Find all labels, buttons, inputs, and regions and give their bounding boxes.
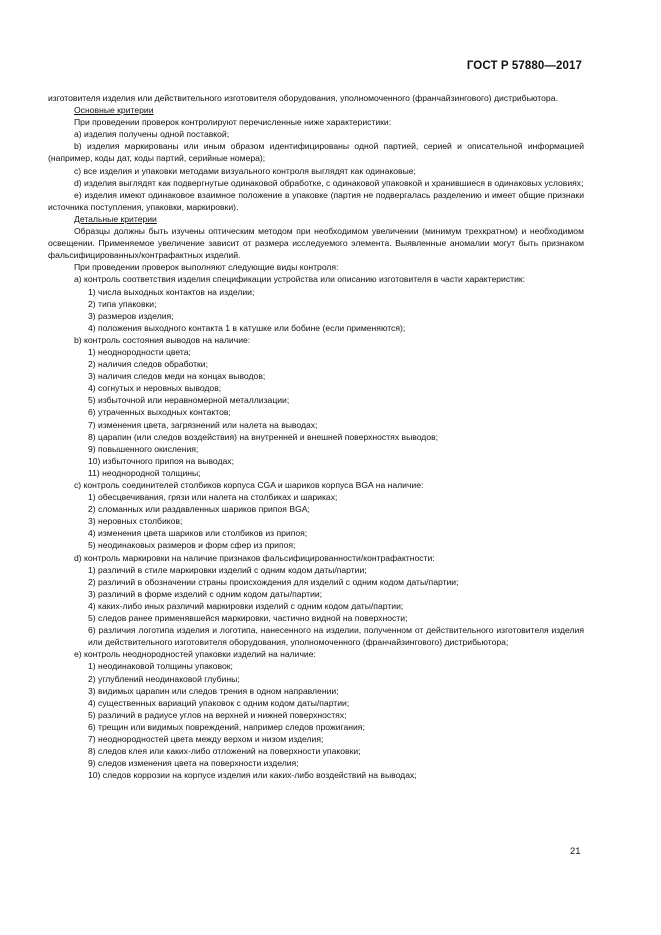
- list-item: d) изделия выглядят как подвергнутые одинаковой обработке, с одинаковой упаковкой и хранившиеся в одинаковых условиях;: [74, 177, 584, 188]
- sub-list-item: 4) изменения цвета шариков или столбиков из припоя;: [88, 528, 308, 539]
- list-item: с) контроль соединителей столбиков корпуса CGA и шариков корпуса BGA на наличие:: [74, 480, 424, 490]
- sub-list-item: 8) царапин (или следов воздействия) на внутренней и внешней поверхностях выводов;: [88, 431, 439, 442]
- sub-list-item: 2) различий в обозначении страны происхождения для изделий с одним кодом даты/партии;: [88, 576, 459, 587]
- list-item: b) изделия маркированы или иным образом идентифицированы одной партией, серией и описательной информацией (например, коды дат, коды партий, серийные номера);: [48, 141, 584, 164]
- sub-list-item: 3) неровных столбиков;: [88, 516, 183, 527]
- sub-list-item: 7) неоднородностей цвета между верхом и низом изделия;: [88, 733, 324, 744]
- sub-list-item: 2) сломанных или раздавленных шариков припоя BGA;: [88, 504, 310, 515]
- sub-list-item: 10) избыточного припоя на выводах;: [88, 455, 234, 466]
- sub-list-item: 2) углублений неодинаковой глубины;: [88, 673, 240, 684]
- section-heading-detailed-criteria: Детальные критерии: [74, 213, 157, 224]
- list-item: е) изделия имеют одинаковое взаимное положение в упаковке (партия не подвергалась разделению и имеет общие признаки источника поступления, упаковки, маркировки).: [48, 189, 584, 212]
- sub-list-item: 9) повышенного окисления;: [88, 443, 199, 454]
- list-item: а) изделия получены одной поставкой;: [74, 129, 230, 140]
- sub-list-item: 4) согнутых и неровных выводов;: [88, 383, 222, 394]
- sub-list-item: 11) неоднородной толщины;: [88, 467, 201, 478]
- document-body: [48, 92, 584, 781]
- sub-list-item: 6) трещин или видимых повреждений, например следов прожигания;: [88, 721, 365, 732]
- paragraph: При проведении проверок выполняют следующие виды контроля:: [74, 262, 339, 273]
- sub-list-item: 1) обесцвечивания, грязи или налета на столбиках и шариках;: [88, 492, 338, 503]
- sub-list-item: 5) избыточной или неравномерной металлизации;: [88, 395, 290, 406]
- document-id-header: ГОСТ Р 57880—2017: [466, 60, 582, 72]
- sub-list-item-wrapped: 6) различия логотипа изделия и логотипа, нанесенного на изделии, полученном от действительного изготовителя изделия или действительного изготовителя оборудования, уполномоченного (франчайзингового) дистрибьютора;: [88, 625, 584, 648]
- sub-list-item: 5) неодинаковых размеров и форм сфер из припоя;: [88, 540, 296, 551]
- sub-list-item: 7) изменения цвета, загрязнений или налета на выводах;: [88, 419, 318, 430]
- sub-list-item: 1) неоднородности цвета;: [88, 346, 191, 357]
- list-item: d) контроль маркировки на наличие признаков фальсифицированности/контрафактности:: [74, 552, 435, 563]
- sub-list-item: 1) различий в стиле маркировки изделий с одним кодом даты/партии;: [88, 564, 367, 575]
- sub-list-item: 5) различий в радиусе углов на верхней и нижней поверхностях;: [88, 709, 347, 720]
- list-item: с) все изделия и упаковки методами визуального контроля выглядят как одинаковые;: [74, 165, 416, 176]
- list-item: е) контроль неоднородностей упаковки изделий на наличие:: [74, 649, 316, 660]
- sub-list-item: 3) наличия следов меди на концах выводов;: [88, 371, 266, 382]
- sub-list-item: 5) следов ранее применявшейся маркировки, частично видной на поверхности;: [88, 613, 408, 624]
- sub-list-item: 1) неодинаковой толщины упаковок;: [88, 661, 233, 672]
- paragraph-continuation: изготовителя изделия или действительного изготовителя оборудования, уполномоченного (франчайзингового) дистрибьютора.: [48, 93, 558, 103]
- list-item: а) контроль соответствия изделия спецификации устройства или описанию изготовителя в части характеристик:: [74, 274, 526, 285]
- page-number: 21: [570, 846, 581, 857]
- sub-list-item: 3) видимых царапин или следов трения в одном направлении;: [88, 685, 339, 696]
- sub-list-item: 2) типа упаковки;: [88, 298, 157, 309]
- sub-list-item: 2) наличия следов обработки;: [88, 359, 208, 370]
- section-heading-basic-criteria: Основные критерии: [74, 105, 154, 116]
- sub-list-item: 4) положения выходного контакта 1 в катушке или бобине (если применяются);: [88, 322, 406, 333]
- sub-list-item: 1) числа выходных контактов на изделии;: [88, 286, 255, 297]
- list-item: b) контроль состояния выводов на наличие:: [74, 334, 251, 345]
- sub-list-item: 4) существенных вариаций упаковок с одним кодом даты/партии;: [88, 697, 350, 708]
- sub-list-item: 4) каких-либо иных различий маркировки изделий с одним кодом даты/партии;: [88, 600, 404, 611]
- paragraph: Образцы должны быть изучены оптическим методом при необходимом увеличении (минимум трехкратном) и необходимом освещении. Применяемое увеличение зависит от размера исследуемого элемента. Выявленные аномалии могут быть признаком фальсифицированных/контрафактных изделий.: [48, 226, 584, 261]
- sub-list-item: 6) утраченных выходных контактов;: [88, 407, 231, 418]
- sub-list-item: 3) размеров изделия;: [88, 310, 174, 321]
- paragraph: При проведении проверок контролируют перечисленные ниже характеристики:: [74, 117, 392, 128]
- sub-list-item: 10) следов коррозии на корпусе изделия или каких-либо воздействий на выводах;: [88, 770, 417, 781]
- sub-list-item: 8) следов клея или каких-либо отложений на поверхности упаковки;: [88, 746, 361, 757]
- sub-list-item: 3) различий в форме изделий с одним кодом даты/партии;: [88, 588, 323, 599]
- sub-list-item: 9) следов изменения цвета на поверхности изделия;: [88, 758, 299, 769]
